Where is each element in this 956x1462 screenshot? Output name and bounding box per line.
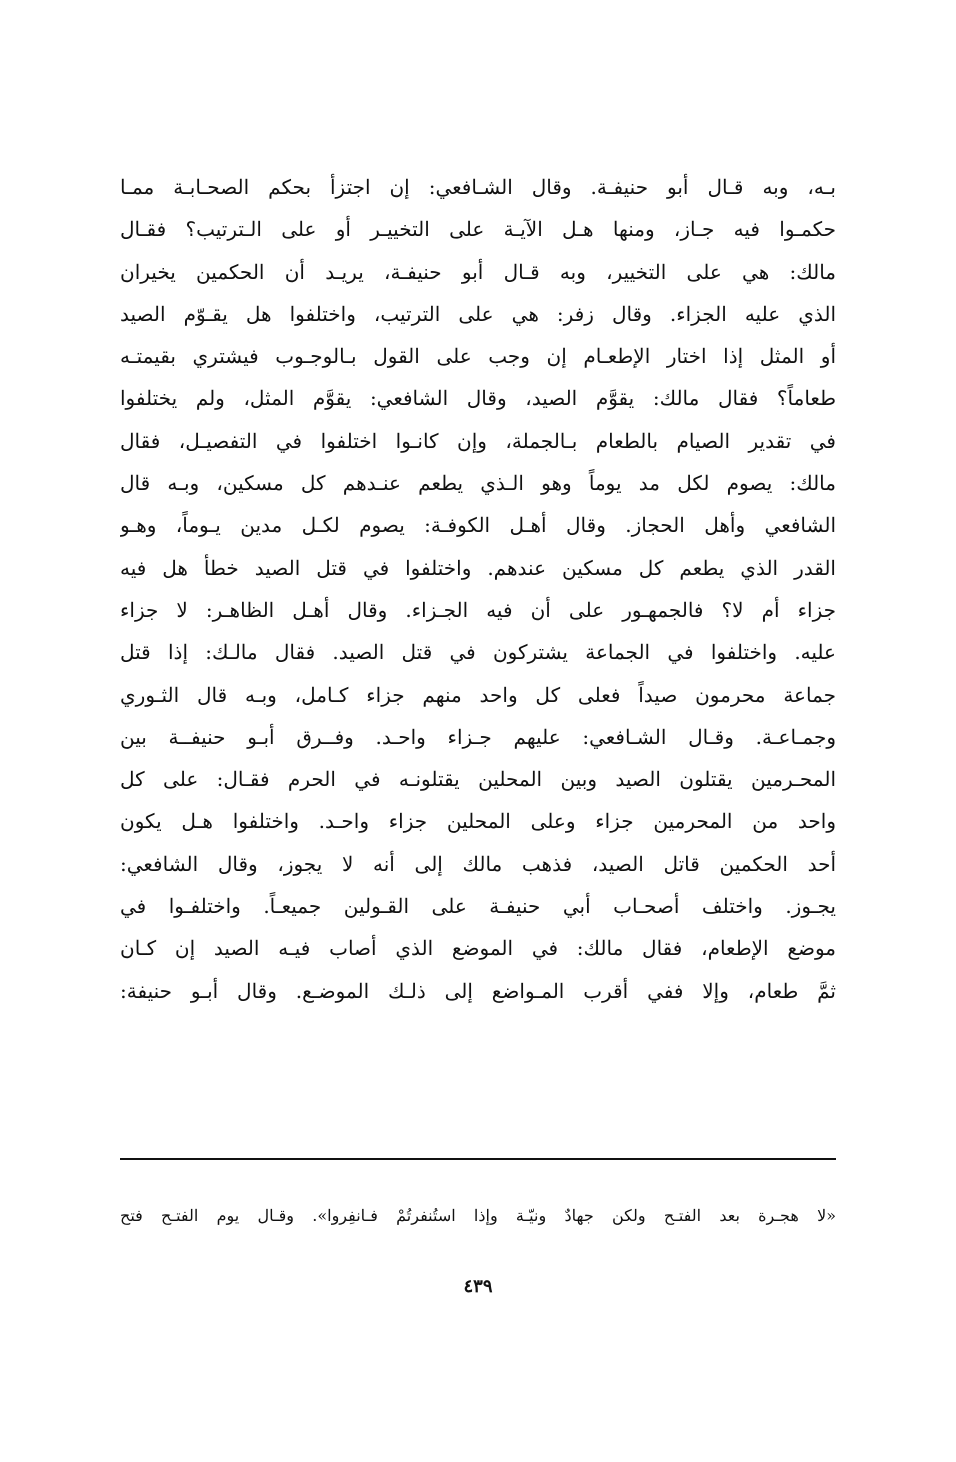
text-line: أحد الحكمين قاتل الصيد، فذهب مالك إلى أنه لا يجوز، وقال الشافعي: bbox=[120, 851, 836, 876]
footnote-text: «لا هجـرة بعد الفتـح ولكن جهادٌ ونيّـة وإذا استُنفرتُمْ فـانفِروا». وقـال يوم الفتـح فتح bbox=[120, 1206, 836, 1225]
footnote-divider bbox=[120, 1158, 836, 1160]
text-line: جزاء أم لا؟ فالجمهـور على أن فيه الجـزاء. وقال أهـل الظاهـر: لا جزاء bbox=[120, 597, 836, 622]
text-line: يجـوز. واختلف أصحـاب أبي حنيفـة على القـولين جميعـاً. واختلفـوا في bbox=[120, 894, 836, 919]
text-line: واحد من المحرمين جزاء وعلى المحلين جزاء واحـد. واختلفوا هـل يكون bbox=[120, 809, 836, 834]
text-line: وجمـاعـة. وقـال الشـافعي: عليهم جـزاء واحـد. وفــرق أبـو حنيفــة بين bbox=[120, 724, 836, 749]
text-line: طعاماً؟ فقال مالك: يقوَّم الصيد، وقال الشافعي: يقوَّم المثل، ولم يختلفوا bbox=[120, 386, 836, 411]
text-line: الذي عليه الجزاء. وقال زفر: هي على الترتيب، واختلفوا هل يقـوّم الصيد bbox=[120, 301, 836, 326]
text-line: جماعة محرمون صيداً فعلى كل واحد منهم جزاء كـامل، وبـه قال الثـوري bbox=[120, 682, 836, 707]
text-line: المحـرمين يقتلون الصيد وبين المحلين يقتلونـه في الحرم فقـال: على كل bbox=[120, 767, 836, 792]
main-text-block bbox=[120, 166, 836, 1012]
text-line: ثمَّ طعام، وإلا ففي أقرب المـواضع إلى ذلـك الموضـع. وقال أبـو حنيفة: bbox=[120, 978, 836, 1003]
text-line: مالك: يصوم لكل مد يوماً وهو الـذي يطعم عنـدهم كل مسكين، وبـه قال bbox=[120, 471, 836, 496]
page-number: ٤٣٩ bbox=[463, 1276, 493, 1297]
text-line: عليه. واختلفوا في الجماعة يشتركون في قتل الصيد. فقال مالـك: إذا قتل bbox=[120, 640, 836, 665]
text-line: بـه، وبه قـال أبو حنيفـة. وقال الشـافعي: إن اجتزأ بحكم الصحـابـة ممـا bbox=[120, 175, 836, 199]
text-line: الشافعي وأهل الحجاز. وقال أهـل الكوفـة: يصوم لكـل مدين يـوماً، وهـو bbox=[120, 513, 836, 538]
text-line: حكمـوا فيه جـاز، ومنها هـل الآيـة على التخييـر أو على الـترتيب؟ فقـال bbox=[120, 217, 836, 242]
text-line: في تقدير الصيام بالطعام بـالجملة، وإن كانـوا اختلفوا في التفصيـل، فقال bbox=[120, 428, 836, 453]
text-line: موضع الإطعام، فقال مالك: في الموضع الذي أصاب فيـه الصيد إن كـان bbox=[120, 936, 836, 961]
text-line: أو المثل إذا اختار الإطعـام إن وجب على القول بـالوجـوب فيشتري بقيمتـه bbox=[120, 344, 836, 369]
text-line: مالك: هي على التخيير، وبه قـال أبو حنيفـة، يريـد أن الحكمين يخيران bbox=[120, 259, 836, 284]
text-line: القدر الذي يطعم كل مسكين عندهم. واختلفوا في قتل الصيد خطأ هل فيه bbox=[120, 555, 836, 580]
